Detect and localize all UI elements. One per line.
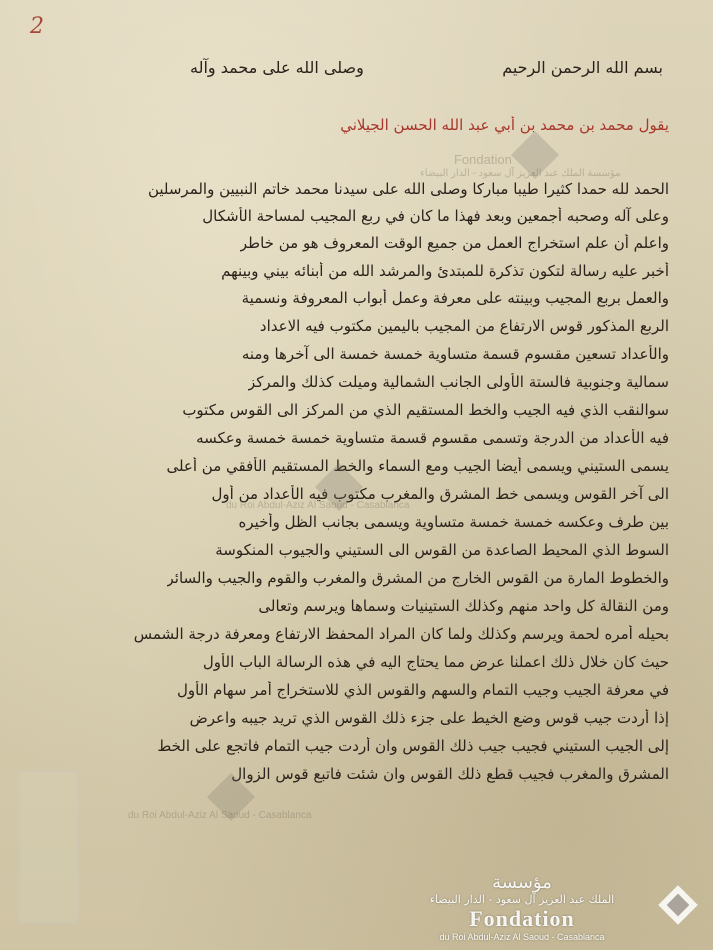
text-line: بحيله أمره لحمة ويرسم وكذلك ولما كان المراد المحفظ الارتفاع ومعرفة درجة الشمس [133, 625, 669, 643]
text-line: الحمد لله حمدا كثيرا طيبا مباركا وصلى الله على سيدنا محمد خاتم النبيين والمرسلين [147, 180, 669, 198]
basmala-left: وصلى الله على محمد وآله [190, 58, 364, 77]
text-line: والعمل بربع المجيب وبينته على معرفة وعمل أبواب المعروفة ونسمية [241, 289, 669, 307]
text-line-title: يقول محمد بن محمد بن أبي عبد الله الحسن الجيلاني [340, 116, 669, 134]
text-line: المشرق والمغرب فجيب قطع ذلك القوس وان شئت فاتبع قوس الزوال [231, 765, 669, 783]
brand-en-title: Fondation [469, 906, 575, 931]
basmala-right: بسم الله الرحمن الرحيم [502, 58, 663, 77]
foundation-logo-icon [655, 882, 701, 928]
text-line: واعلم أن علم استخراج العمل من جميع الوقت المعروف هو من خاطر [239, 234, 669, 252]
text-line: سوالنقب الذي فيه الجيب والخط المستقيم الذي من المركز الى القوس مكتوب [182, 401, 669, 419]
watermark-fr: du Roi Abdul-Aziz Al Saoud - Casablanca [226, 500, 410, 511]
text-line: إلى الجيب الستيني فجيب جيب ذلك القوس وان أردت جيب التمام فاتجع على الخط [157, 737, 669, 755]
library-stamp [18, 770, 80, 924]
text-line: يسمى الستيني ويسمى أيضا الجيب ومع السماء والخط المستقيم الأفقي من أعلى [166, 457, 669, 475]
watermark-ar: مؤسسة الملك عبد العزيز آل سعود - الدار البيضاء [420, 168, 621, 179]
foundation-brand [397, 872, 647, 948]
watermark-fr: du Roi Abdul-Aziz Al Saoud - Casablanca [128, 810, 312, 821]
text-line: وعلى آله وصحبه أجمعين وبعد فهذا ما كان في ربع المجيب لمساحة الأشكال [202, 207, 669, 225]
text-line: الربع المذكور قوس الارتفاع من المجيب باليمين مكتوب فيه الاعداد [259, 317, 669, 335]
text-line: والأعداد تسعين مقسوم قسمة متساوية خمسة خمسة الى آخرها ومنه [241, 345, 669, 363]
text-line: سمالية وجنوبية فالستة الأولى الجانب الشمالية وميلت كذلك والمركز [248, 373, 669, 391]
text-line: الى آخر القوس ويسمى خط المشرق والمغرب مكتوب فيه الأعداد من أول [211, 485, 669, 503]
folio-number: 2 [30, 14, 44, 39]
text-line: حيث كان خلال ذلك اعملنا عرض مما يحتاج اليه في هذه الرسالة الباب الأول [202, 653, 669, 671]
text-line: السوط الذي المحيط الصاعدة من القوس الى الستيني والجيوب المنكوسة [215, 541, 669, 559]
brand-ar-sub: الملك عبد العزيز آل سعود - الدار البيضاء [429, 893, 615, 906]
text-line: ومن النقالة كل واحد منهم وكذلك الستينيات وسماها ويرسم وتعالى [258, 597, 669, 615]
watermark-word: Fondation [454, 152, 512, 167]
text-line: في معرفة الجيب وجيب التمام والسهم والقوس الذي للاستخراج أمر سهام الأول [176, 681, 669, 699]
text-line: فيه الأعداد من الدرجة وتسمى مقسوم قسمة متساوية خمسة خمسة وعكسه [196, 429, 669, 447]
brand-en-sub: du Roi Abdul-Aziz Al Saoud - Casablanca [439, 932, 605, 942]
text-line: أخبر عليه رسالة لتكون تذكرة للمبتدئ والمرشد الله من أبنائه بيني وبينهم [221, 262, 669, 280]
text-line: والخطوط المارة من القوس الخارج من المشرق والمغرب والقوم والجيب والسائر [166, 569, 669, 587]
brand-ar-title: مؤسسة [492, 872, 552, 893]
text-line: إذا أردت جيب قوس وضع الخيط على جزء ذلك القوس الذي تريد جيبه واعرض [189, 709, 669, 727]
text-line: بين طرف وعكسه خمسة خمسة متساوية ويسمى بجانب الظل وأخيره [238, 513, 669, 531]
